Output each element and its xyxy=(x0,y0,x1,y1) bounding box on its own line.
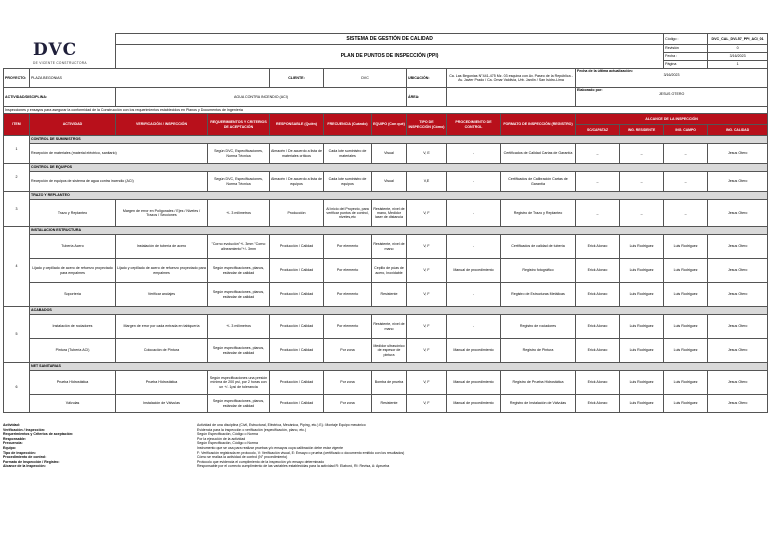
cell-alcance-4: Jesus Otero xyxy=(708,172,768,192)
cell-equipo: Cepillo de púas de acero, Inoxidable xyxy=(372,259,407,283)
section-title: CONTROL DE SUMINISTROS xyxy=(30,136,768,144)
cell-req: "Corno evolución"+/- 3mm "Corno alineamiento"+/- 3mm xyxy=(208,235,270,259)
cell-proc: - xyxy=(447,283,501,307)
cell-alcance-4: Jesus Otero xyxy=(708,371,768,395)
cell-actividad: Instalación de rociadores xyxy=(30,315,116,339)
legend-value: Según Especificación, Código o Norma xyxy=(197,432,258,437)
logo-cell xyxy=(4,34,116,69)
cell-ver: Margen de error en Polígonales / Ejes / Niveles / Trazos / Secciones xyxy=(116,200,208,227)
cell-req: Según especificaciones, planos, estándar de calidad xyxy=(208,283,270,307)
cell-req: +/- 3 milímetros xyxy=(208,200,270,227)
legend-key: Requerimientos y Criterios de aceptación: xyxy=(3,432,74,437)
legend-key: Verificación / Inspección: xyxy=(3,427,46,432)
cell-proc: - xyxy=(447,144,501,164)
cell-resp: Producción / Calidad xyxy=(270,283,324,307)
meta-label-2: Fecha : xyxy=(664,53,708,61)
cell-alcance-4: Jesus Otero xyxy=(708,200,768,227)
area-label: ÁREA: xyxy=(407,88,447,107)
cell-ver: Instalación de tubería de acero xyxy=(116,235,208,259)
cell-alcance-1: Erick Alonzo xyxy=(576,371,620,395)
cell-alcance-4: Jesus Otero xyxy=(708,395,768,413)
cell-actividad: Soportería xyxy=(30,283,116,307)
col-item: ITEM xyxy=(4,114,30,136)
cell-formato: Registro de Instalación de Válvulas xyxy=(501,395,576,413)
legend-key: Formato de Inspección / Registro: xyxy=(3,459,60,464)
cell-frec: Por zona xyxy=(324,371,372,395)
cell-proc: - xyxy=(447,200,501,227)
cell-frec: Por zona xyxy=(324,339,372,363)
cell-alcance-3: _ xyxy=(664,144,708,164)
scope-text: Inspecciones y ensayos para asegurar la conformidad de la Construcción con los requerimientos establecidos en Planos y Documentos de Ingeniería xyxy=(4,107,768,114)
table-row xyxy=(4,395,768,413)
cell-actividad: Recepción de materiales (material eléctrico, sanitario) xyxy=(30,144,208,164)
item-number: 1 xyxy=(4,136,30,164)
cell-actividad: Pintura (Tubería ACI) xyxy=(30,339,116,363)
legend xyxy=(3,423,767,469)
cell-req: Según DVC, Especificaciones, Norma Técnica xyxy=(208,172,270,192)
cell-equipo: Bomba de prueba xyxy=(372,371,407,395)
cell-alcance-1: Erick Alonzo xyxy=(576,395,620,413)
cell-alcance-1: _ xyxy=(576,144,620,164)
cell-alcance-3: Luis Rodriguez xyxy=(664,259,708,283)
cell-resp: Producción xyxy=(270,200,324,227)
col-alcance-calidad: ING. CALIDAD xyxy=(708,125,768,136)
cell-req: Según especificaciones, planos, estándar de calidad xyxy=(208,339,270,363)
cell-proc: - xyxy=(447,315,501,339)
cell-resp: Producción / Calidad xyxy=(270,339,324,363)
cell-formato: Certificados de Calidad Cartas de Garantía xyxy=(501,144,576,164)
cell-alcance-2: Luis Rodriguez xyxy=(620,371,664,395)
prepared-value: JESUS OTERO xyxy=(658,92,685,97)
item-number: 4 xyxy=(4,227,30,307)
item-number: 5 xyxy=(4,307,30,363)
cell-formato: Registro fotográfico xyxy=(501,259,576,283)
cell-ver: Colocación de Pintura xyxy=(116,339,208,363)
section-title: TRAZO Y REPLANTEO xyxy=(30,192,768,200)
cell-alcance-1: Erick Alonzo xyxy=(576,259,620,283)
table-row xyxy=(4,144,768,164)
cell-alcance-4: Jesus Otero xyxy=(708,339,768,363)
item-number: 2 xyxy=(4,164,30,192)
cell-resp: Almacén / De acuerdo a lista de equipos xyxy=(270,172,324,192)
cell-req: Según especificaciones, planos, estándar de calidad xyxy=(208,259,270,283)
cell-equipo: Medidor ultrasónico de espesor de pintura xyxy=(372,339,407,363)
cell-tipo: V, F xyxy=(407,395,447,413)
cell-ver: Prueba Hidrostática xyxy=(116,371,208,395)
table-row xyxy=(4,315,768,339)
cell-alcance-3: Luis Rodriguez xyxy=(664,395,708,413)
legend-key: Alcance de la Inspección: xyxy=(3,464,46,469)
col-formato: FORMATO DE INSPECCIÓN (REGISTRO) xyxy=(501,114,576,136)
table-row xyxy=(4,283,768,307)
cell-alcance-2: _ xyxy=(620,172,664,192)
cell-frec: Por elemento xyxy=(324,315,372,339)
cell-tipo: V, F xyxy=(407,235,447,259)
cell-formato: Certificados de calidad de tubería xyxy=(501,235,576,259)
cell-proc: Manual de procedimiento xyxy=(447,371,501,395)
cell-alcance-2: Luis Rodriguez xyxy=(620,315,664,339)
cell-tipo: V, F xyxy=(407,259,447,283)
update-label: Fecha de la última actualización: xyxy=(577,69,633,73)
cell-ver: Instalación de Válvulas xyxy=(116,395,208,413)
prepared-cell xyxy=(576,88,768,107)
table-row xyxy=(4,235,768,259)
section-title: NET SANITARIAS xyxy=(30,363,768,371)
meta-label-0: Código : xyxy=(664,34,708,45)
cell-equipo: Resistente xyxy=(372,395,407,413)
cell-alcance-4: Jesus Otero xyxy=(708,315,768,339)
cell-actividad: Válvulas xyxy=(30,395,116,413)
cell-resp: Producción / Calidad xyxy=(270,259,324,283)
cell-alcance-2: _ xyxy=(620,144,664,164)
meta-label-3: Página xyxy=(664,61,708,69)
cell-proc: - xyxy=(447,235,501,259)
col-alcance-residente: ING. RESIDENTE xyxy=(620,125,664,136)
prepared-label: Elaborado por: xyxy=(577,88,603,92)
cell-alcance-2: Luis Rodriguez xyxy=(620,283,664,307)
cell-alcance-1: Erick Alonzo xyxy=(576,315,620,339)
cell-ver: Verificar anclajes xyxy=(116,283,208,307)
cell-proc: Manual de procedimiento xyxy=(447,395,501,413)
cell-req: Según DVC, Especificaciones, Norma Técnica xyxy=(208,144,270,164)
meta-value-1: 0 xyxy=(708,45,768,53)
cell-equipo: Visual xyxy=(372,172,407,192)
cell-alcance-3: _ xyxy=(664,172,708,192)
cell-frec: Al inicio del Proyecto, para verificar puntos de control, niveles,etc xyxy=(324,200,372,227)
project-value: PLAZA BEGONIAS xyxy=(30,69,270,88)
legend-key: Actividad: xyxy=(3,423,20,427)
table-row xyxy=(4,200,768,227)
cell-alcance-2: Luis Rodriguez xyxy=(620,395,664,413)
cell-alcance-2: Luis Rodriguez xyxy=(620,339,664,363)
cell-formato: Certificados de Calibración Cartas de Garantía xyxy=(501,172,576,192)
cell-resp: Producción / Calidad xyxy=(270,235,324,259)
col-alcance: ALCANCE DE LA INSPECCIÓN xyxy=(576,114,768,125)
table-row xyxy=(4,259,768,283)
table-row xyxy=(4,172,768,192)
legend-value: Evidencia para la inspección o verificación (especificación, plano, etc.) xyxy=(197,427,307,432)
legend-value: Protocolo que evidencia el cumplimiento de la inspección y/o ensayo determinado xyxy=(197,459,325,464)
cell-actividad: Trazo y Replanteo xyxy=(30,200,116,227)
legend-value: Actividad de una disciplina (Civil, Estructural, Eléctrica, Mecánica, Piping, etc.) Ej.: Montaje Equipo mecánico xyxy=(197,423,366,427)
cell-proc: Manual de procedimiento xyxy=(447,339,501,363)
section-title: CONTROL DE EQUIPOS xyxy=(30,164,768,172)
legend-key: Responsable: xyxy=(3,436,26,441)
cell-alcance-3: _ xyxy=(664,200,708,227)
client-label: CLIENTE: xyxy=(270,69,324,88)
legend-value: Según Especificación, Código o Norma xyxy=(197,441,258,446)
doc-title: SISTEMA DE GESTIÓN DE CALIDAD xyxy=(116,34,664,45)
cell-resp: Producción / Calidad xyxy=(270,395,324,413)
cell-alcance-1: Erick Alonzo xyxy=(576,339,620,363)
cell-alcance-1: _ xyxy=(576,172,620,192)
cell-frec: Por elemento xyxy=(324,283,372,307)
location-label: UBICACIÓN: xyxy=(407,69,447,88)
update-cell xyxy=(576,69,768,88)
cell-frec: Cada lote suministro de equipos xyxy=(324,172,372,192)
cell-alcance-2: Luis Rodriguez xyxy=(620,259,664,283)
legend-value: Responsable por el correcto cumplimiento de las variables establecidas para la actividad R: Elaboró, RI: Revisa, A: Aprueba xyxy=(197,464,390,469)
legend-value: Cómo se realiza la actividad de control (N° procedimiento) xyxy=(197,455,288,460)
cell-actividad: Tubería Acero xyxy=(30,235,116,259)
cell-frec: Por elemento xyxy=(324,259,372,283)
cell-equipo: Resistente, nivel de mano xyxy=(372,315,407,339)
cell-alcance-1: Erick Alonzo xyxy=(576,235,620,259)
cell-equipo: Visual xyxy=(372,144,407,164)
cell-formato: Registro de Estructuras Metálicas xyxy=(501,283,576,307)
cell-req: Según especificaciones, planos, estándar de calidad xyxy=(208,395,270,413)
cell-tipo: V,E xyxy=(407,172,447,192)
legend-key: Procedimiento de control: xyxy=(3,455,47,460)
cell-formato: Registro de Trazo y Replanteo xyxy=(501,200,576,227)
cell-formato: Registro de Prueba Hidrostática xyxy=(501,371,576,395)
cell-alcance-3: Luis Rodriguez xyxy=(664,371,708,395)
cell-alcance-3: Luis Rodriguez xyxy=(664,339,708,363)
cell-tipo: V, F xyxy=(407,200,447,227)
cell-alcance-1: Erick Alonzo xyxy=(576,283,620,307)
cell-alcance-4: Jesus Otero xyxy=(708,259,768,283)
cell-equipo: Resistente xyxy=(372,283,407,307)
cell-equipo: Resistente, nivel de mano, Medidor laser de distancia xyxy=(372,200,407,227)
col-responsable: RESPONSABLE (Quién) xyxy=(270,114,324,136)
cell-resp: Producción / Calidad xyxy=(270,315,324,339)
cell-resp: Almacén / De acuerdo a lista de materiales críticos xyxy=(270,144,324,164)
cell-tipo: V, F xyxy=(407,283,447,307)
logo-mark: DVC xyxy=(33,40,78,60)
cell-equipo: Resistente, nivel de mano xyxy=(372,235,407,259)
col-alcance-sc: SC/CAPATAZ xyxy=(576,125,620,136)
legend-value: F: Verificación registrada en protocolo, V: Verificación visual, E: Ensayo o prueba (certificado o documento emitido con los resultados) xyxy=(197,450,405,455)
table-row xyxy=(4,371,768,395)
cell-tipo: V, F xyxy=(407,371,447,395)
col-requerimientos: REQUERIMIENTOS Y CRITERIOS DE ACEPTACIÓN xyxy=(208,114,270,136)
cell-actividad: Lijado y cepillado de acero de refuerzo proyectado para empalmes xyxy=(30,259,116,283)
legend-key: Equipo: xyxy=(3,445,17,450)
col-equipo: EQUIPO (Con qué) xyxy=(372,114,407,136)
cell-alcance-3: Luis Rodriguez xyxy=(664,235,708,259)
meta-label-1: Revisión xyxy=(664,45,708,53)
ppi-table xyxy=(3,33,768,413)
cell-frec: Cada lote suministro de materiales xyxy=(324,144,372,164)
logo-tagline: DE VICENTE CONSTRUCTORA xyxy=(33,61,87,65)
activity-label: ACTIVIDAD/DISCIPLINA: xyxy=(4,88,116,107)
cell-alcance-1: _ xyxy=(576,200,620,227)
area-value xyxy=(447,88,576,107)
meta-value-2: 3/16/2023 xyxy=(708,53,768,61)
cell-req: Según especificaciones una presión mínima de 200 psi, por 2 horas con un +/- 1psi de tolerancia xyxy=(208,371,270,395)
doc-subtitle: PLAN DE PUNTOS DE INSPECCIÓN (PPI) xyxy=(116,45,664,69)
section-title: INSTALACION ESTRUCTURA xyxy=(30,227,768,235)
legend-value: Por la ejecución de la actividad xyxy=(197,436,246,441)
cell-alcance-3: Luis Rodriguez xyxy=(664,283,708,307)
table-row xyxy=(4,339,768,363)
location-value: Ca. Las Begonias N°441-475 Mz. 03 esquina con Av. Paseo de la República - Av. Javier Prado / Ca. Omar Valdivia, Urb. Jardín / San Isidro-Lima xyxy=(447,69,576,88)
col-frecuencia: FRECUENCIA (Cuándo) xyxy=(324,114,372,136)
col-alcance-campo: ING. CAMPO xyxy=(664,125,708,136)
section-title: ACABADOS xyxy=(30,307,768,315)
cell-alcance-4: Jesus Otero xyxy=(708,144,768,164)
cell-proc: Manual de procedimiento xyxy=(447,259,501,283)
update-value: 3/16/2023 xyxy=(663,73,680,78)
cell-tipo: V, E xyxy=(407,144,447,164)
legend-value: Instrumento que se usa para realizar pruebas y/o ensayos cuya calibración debe estar vigente xyxy=(197,445,344,450)
cell-alcance-2: _ xyxy=(620,200,664,227)
cell-formato: Registro de rociadores xyxy=(501,315,576,339)
cell-req: +/- 3 milímetros xyxy=(208,315,270,339)
item-number: 6 xyxy=(4,363,30,413)
project-label: PROYECTO: xyxy=(4,69,30,88)
legend-key: Frecuencia: xyxy=(3,441,23,446)
cell-ver: Margen de error por cada entrada en tabiquería xyxy=(116,315,208,339)
activity-value: AGUA CONTRA INCENDIO (ACI) xyxy=(116,88,407,107)
col-procedimiento: PROCEDIMIENTO DE CONTROL xyxy=(447,114,501,136)
item-number: 3 xyxy=(4,192,30,227)
cell-proc: - xyxy=(447,172,501,192)
meta-value-3: 1 xyxy=(708,61,768,69)
cell-resp: Producción / Calidad xyxy=(270,371,324,395)
cell-frec: Por zona xyxy=(324,395,372,413)
cell-formato: Registro de Pintura xyxy=(501,339,576,363)
meta-value-0: DVC_CAL_DVL57_PPI_ACI_01 xyxy=(708,34,768,45)
cell-alcance-4: Jesus Otero xyxy=(708,235,768,259)
col-tipo: TIPO DE INSPECCIÓN (Cómo) xyxy=(407,114,447,136)
cell-tipo: V, F xyxy=(407,315,447,339)
cell-alcance-2: Luis Rodriguez xyxy=(620,235,664,259)
cell-alcance-3: Luis Rodriguez xyxy=(664,315,708,339)
cell-alcance-4: Jesus Otero xyxy=(708,283,768,307)
cell-ver: Lijado y cepillado de acero de refuerzo proyectado para empalmes xyxy=(116,259,208,283)
legend-row xyxy=(3,464,767,469)
col-verificacion: VERIFICACIÓN / INSPECCIÓN xyxy=(116,114,208,136)
client-value: DVC xyxy=(324,69,407,88)
cell-frec: Por elemento xyxy=(324,235,372,259)
col-actividad: ACTIVIDAD xyxy=(30,114,116,136)
cell-actividad: Prueba Hidrostática xyxy=(30,371,116,395)
cell-tipo: V, F xyxy=(407,339,447,363)
legend-key: Tipo de inspección: xyxy=(3,450,36,455)
cell-actividad: Recepción de equipos de sistema de agua contra incendio (ACI) xyxy=(30,172,208,192)
